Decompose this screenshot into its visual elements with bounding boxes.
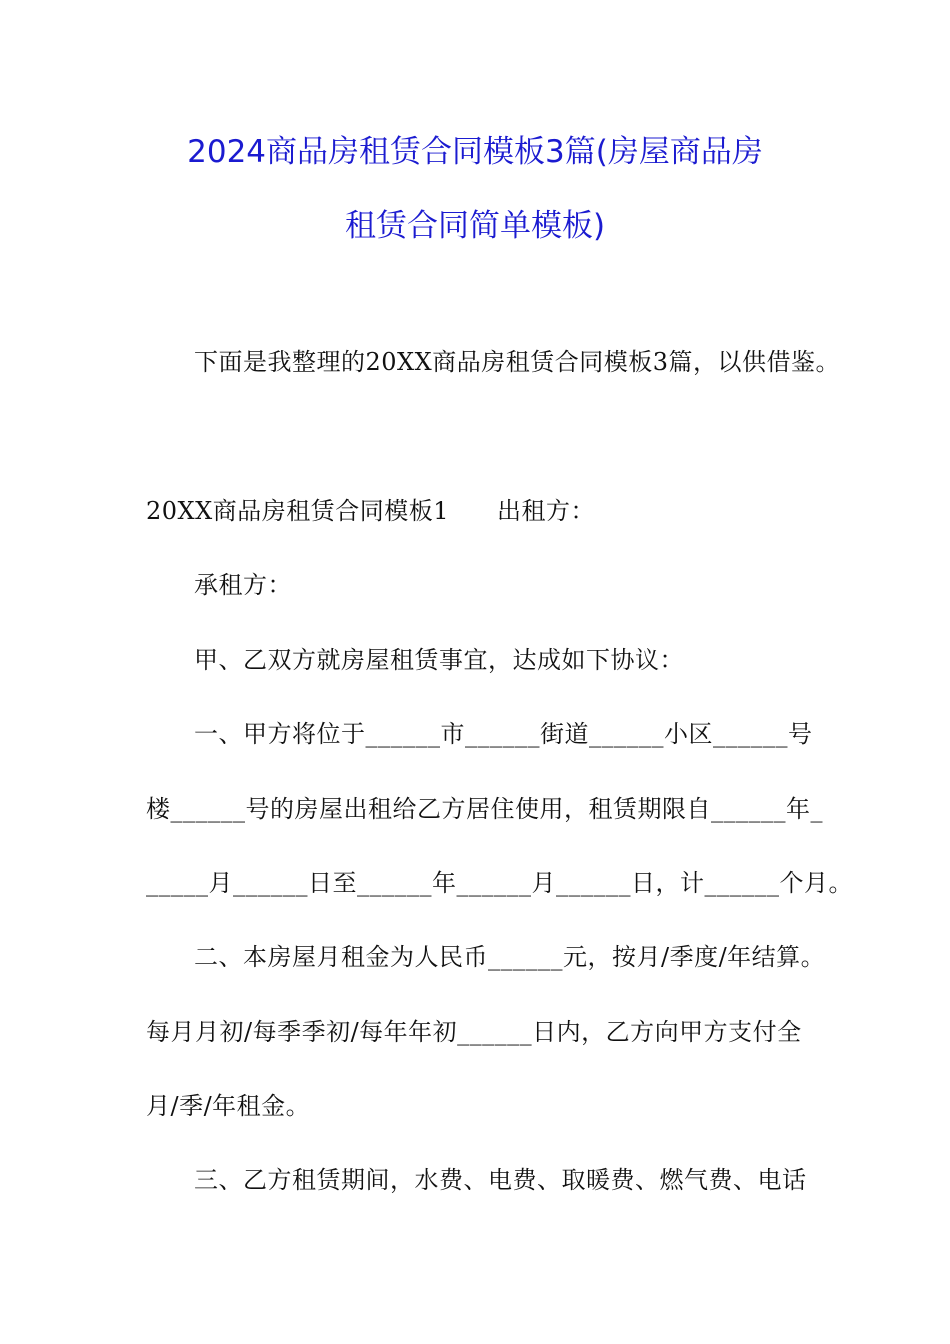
clause-1-line-2: 楼______号的房屋出租给乙方居住使用，租赁期限自______年_ [146,795,823,823]
clause-2-line-3: 月/季/年租金。 [146,1092,311,1120]
clause-1-line-3: _____月______日至______年______月______日，计______个月。 [146,869,853,897]
clause-1-line-1: 一、甲方将位于______市______街道______小区______号 [194,720,813,748]
lessor-label: 出租方： [496,497,595,525]
intro-paragraph: 下面是我整理的20XX商品房租赁合同模板3篇，以供借鉴。 [194,348,840,376]
clause-2-line-2: 每月月初/每季季初/每年年初______日内，乙方向甲方支付全 [146,1018,802,1046]
lessee-label: 承租方： [194,571,292,599]
clause-3-line-1: 三、乙方租赁期间，水费、电费、取暖费、燃气费、电话 [194,1166,807,1194]
template-heading: 20XX商品房租赁合同模板1 [146,497,449,525]
template-heading-line [146,499,595,523]
clause-2-line-1: 二、本房屋月租金为人民币______元，按月/季度/年结算。 [194,943,826,971]
document-title-line-2: 租赁合同简单模板) [344,208,606,244]
agreement-intro: 甲、乙双方就房屋租赁事宜，达成如下协议： [194,646,684,674]
document-title-line-1: 2024商品房租赁合同模板3篇(房屋商品房 [187,134,763,170]
